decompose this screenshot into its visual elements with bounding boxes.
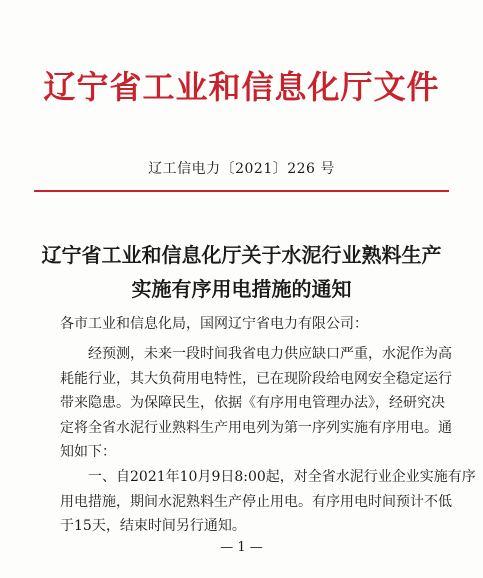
red-divider-line bbox=[34, 190, 449, 192]
notice-title-line-2: 实施有序用电措施的通知 bbox=[131, 277, 352, 301]
paragraph-2-line: 一、自2021年10月9日8:00起，对全省水泥行业企业实施有序 bbox=[88, 469, 476, 485]
issuer-title: 辽宁省工业和信息化厅文件 bbox=[43, 68, 440, 106]
paragraph-2 bbox=[60, 465, 476, 539]
paragraph-1-line: 定将全省水泥行业熟料生产用电列为第一序列实施有序用电。通 bbox=[60, 419, 452, 436]
paragraph-1-line: 耗能行业，其大负荷用电特性，已在现阶段给电网安全稳定运行 bbox=[60, 370, 452, 387]
paragraph-1-line: 带来隐患。为保障民生，依据《有序用电管理办法》，经研究决 bbox=[60, 395, 445, 411]
page-number: — 1 — bbox=[220, 540, 263, 555]
document-number: 辽工信电力〔2021〕226 号 bbox=[148, 161, 335, 177]
addressee: 各市工业和信息化局，国网辽宁省电力有限公司： bbox=[60, 316, 368, 332]
paragraph-2-line: 于15天，结束时间另行通知。 bbox=[60, 518, 246, 534]
paragraph-1 bbox=[60, 342, 452, 465]
paragraph-1-line: 经预测，未来一段时间我省电力供应缺口严重，水泥作为高 bbox=[88, 346, 452, 362]
notice-title bbox=[0, 238, 483, 306]
notice-title-line-1: 辽宁省工业和信息化厅关于水泥行业熟料生产 bbox=[41, 243, 442, 267]
paragraph-2-line: 用电措施，期间水泥熟料生产停止用电。有序用电时间预计不低 bbox=[60, 493, 452, 510]
paragraph-1-line: 知如下： bbox=[60, 444, 116, 460]
